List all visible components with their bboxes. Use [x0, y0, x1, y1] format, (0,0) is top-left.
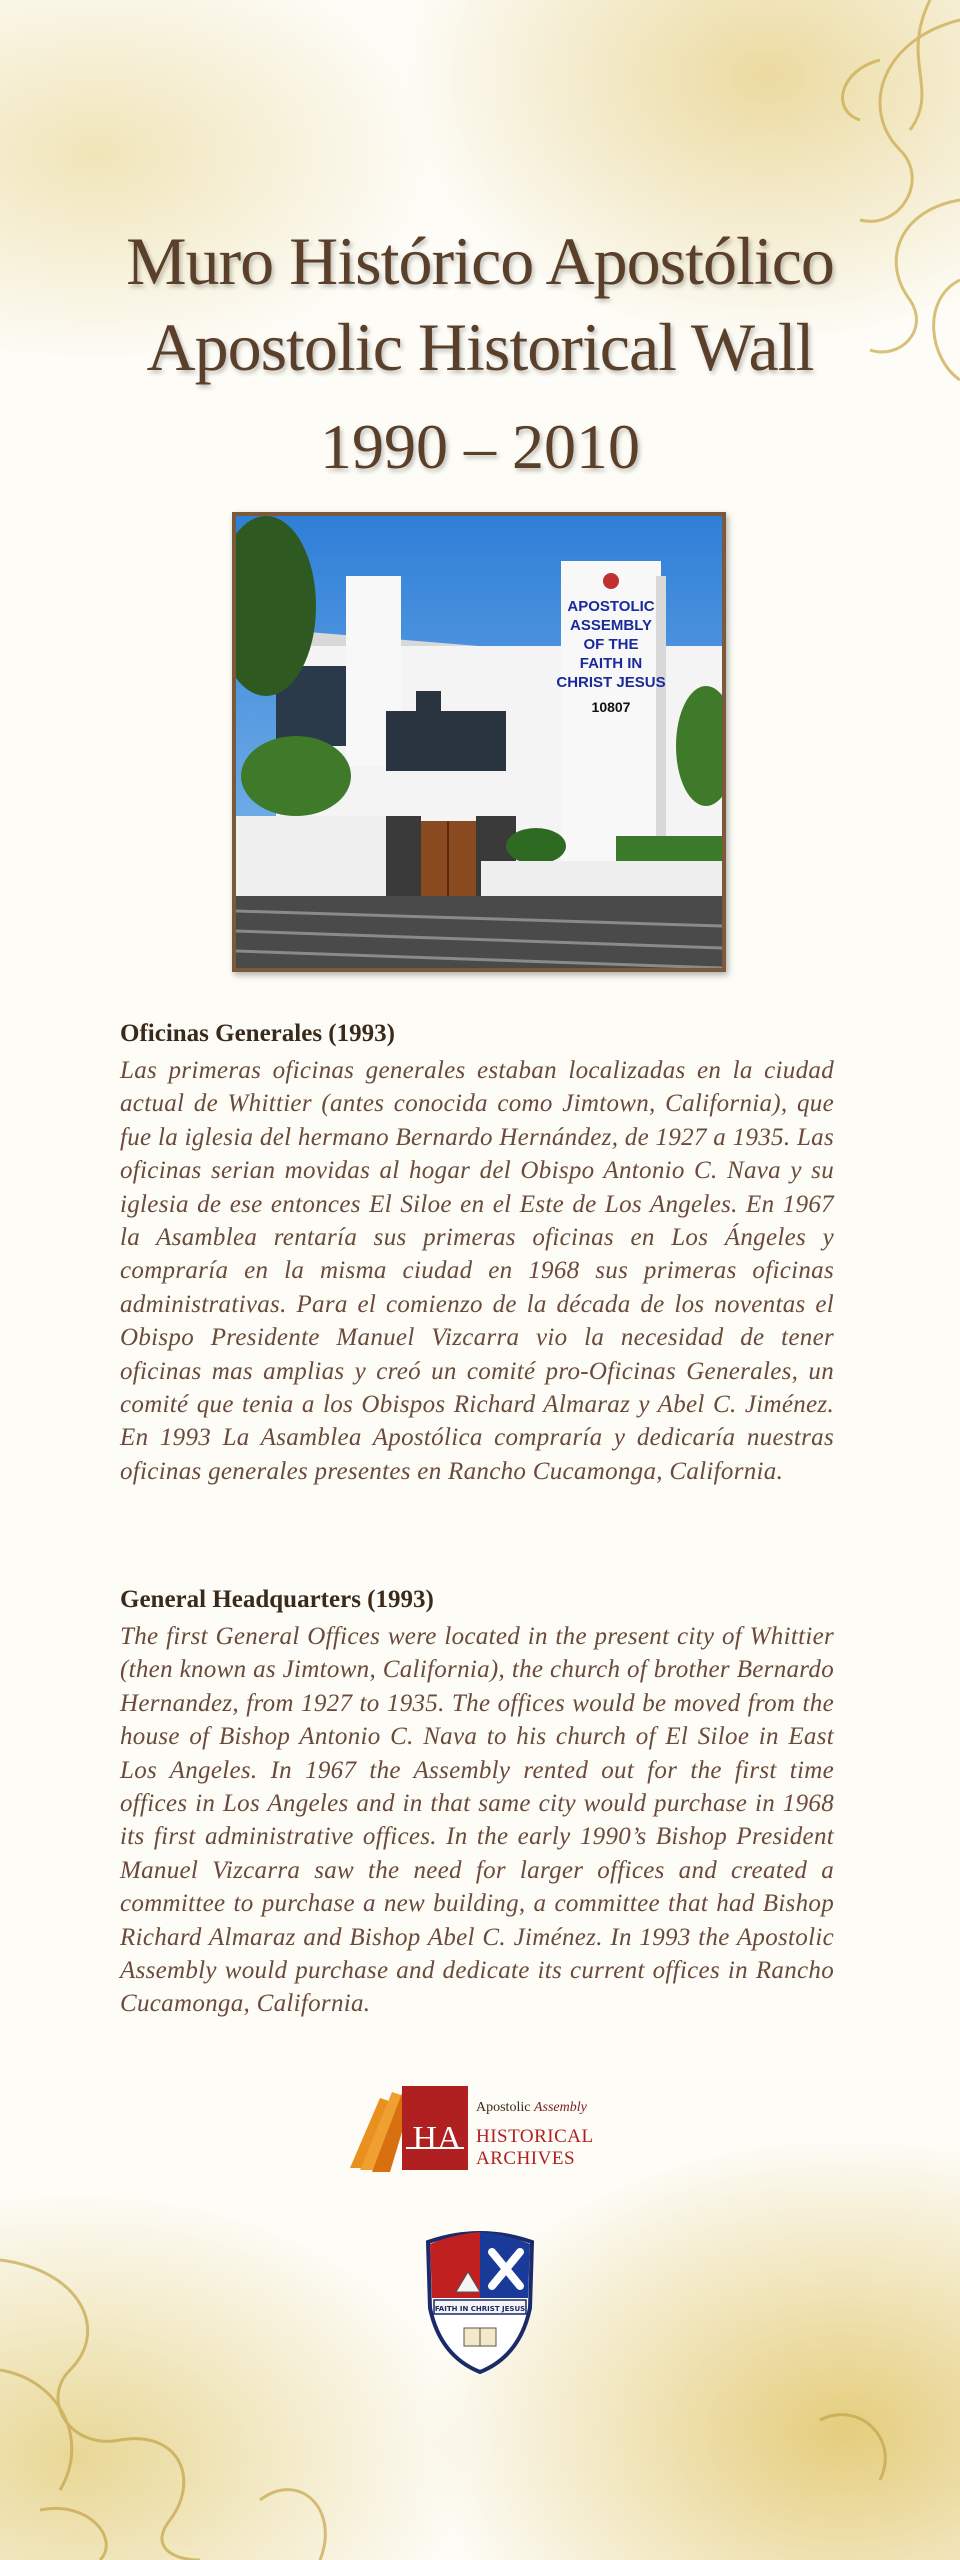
section-body-spanish: Las primeras oficinas generales estaban localizadas en la ciudad actual de Whittier (antes conocida como Jimtown, California), que fue la iglesia del hermano Bernardo Hernández, de 1927 a 1935. Las oficinas serian movidas al hogar del Obispo Antonio C. Nava y su iglesia de ese entonces El Siloe en el Este de Los Angeles. En 1967 la Asamblea rentaría sus primeras oficinas en Los Ángeles y compraría en la misma ciudad en 1968 sus primeras oficinas administrativas. Para el comienzo de la década de los noventas el Obispo Presidente Manuel Vizcarra vio la necesidad de tener oficinas mas amplias y creó un comité pro-Oficinas Generales, un comité que tenia a los Obispos Richard Almaraz y Abel C. Jiménez. En 1993 La Asamblea Apostólica compraría y dedicaría nuestras oficinas generales presentes en Rancho Cucamonga, California. [120, 1057, 834, 1485]
sign-line: APOSTOLIC [567, 598, 655, 615]
title-english: Apostolic Historical Wall [146, 309, 814, 385]
section-heading-english: General Headquarters (1993) [120, 1586, 434, 1613]
sign-line: CHRIST JESUS [556, 674, 666, 691]
sign-line: ASSEMBLY [570, 617, 652, 634]
title-years: 1990 – 2010 [320, 411, 640, 482]
section-heading-spanish: Oficinas Generales (1993) [120, 1020, 395, 1047]
section-body-english: The first General Offices were located in the present city of Whittier (then known as Jimtown, California), the church of brother Bernardo Hernandez, from 1927 to 1935. The offices would be moved from the house of Bishop Antonio C. Nava to his church of El Siloe in East Los Angeles. In 1967 the Assembly rented out for the first time offices in Los Angeles and in that same city would purchase in 1968 its first administrative offices. In the early 1990’s Bishop President Manuel Vizcarra saw the need for larger offices and created a committee to purchase a new building, a committee that had Bishop Richard Almaraz and Bishop Abel C. Jiménez. In 1993 the Apostolic Assembly would purchase and dedicate its current offices in Rancho Cucamonga, California. [120, 1623, 834, 2018]
sign-line: FAITH IN [579, 655, 643, 672]
historical-archives-logo [340, 2068, 610, 2178]
historical-label: HISTORICAL [476, 2126, 594, 2147]
title-spanish: Muro Histórico Apostólico [126, 223, 834, 299]
apostolic-assembly-label: Apostolic Assembly [476, 2100, 587, 2115]
ha-letters: HA [412, 2120, 462, 2157]
headquarters-photo [232, 512, 726, 972]
crest-banner: FAITH IN CHRIST JESUS [434, 2305, 526, 2313]
sign-line: OF THE [583, 636, 639, 653]
apostolic-crest-icon [420, 2228, 540, 2376]
archives-label: ARCHIVES [476, 2148, 576, 2169]
sign-number: 10807 [591, 699, 631, 715]
